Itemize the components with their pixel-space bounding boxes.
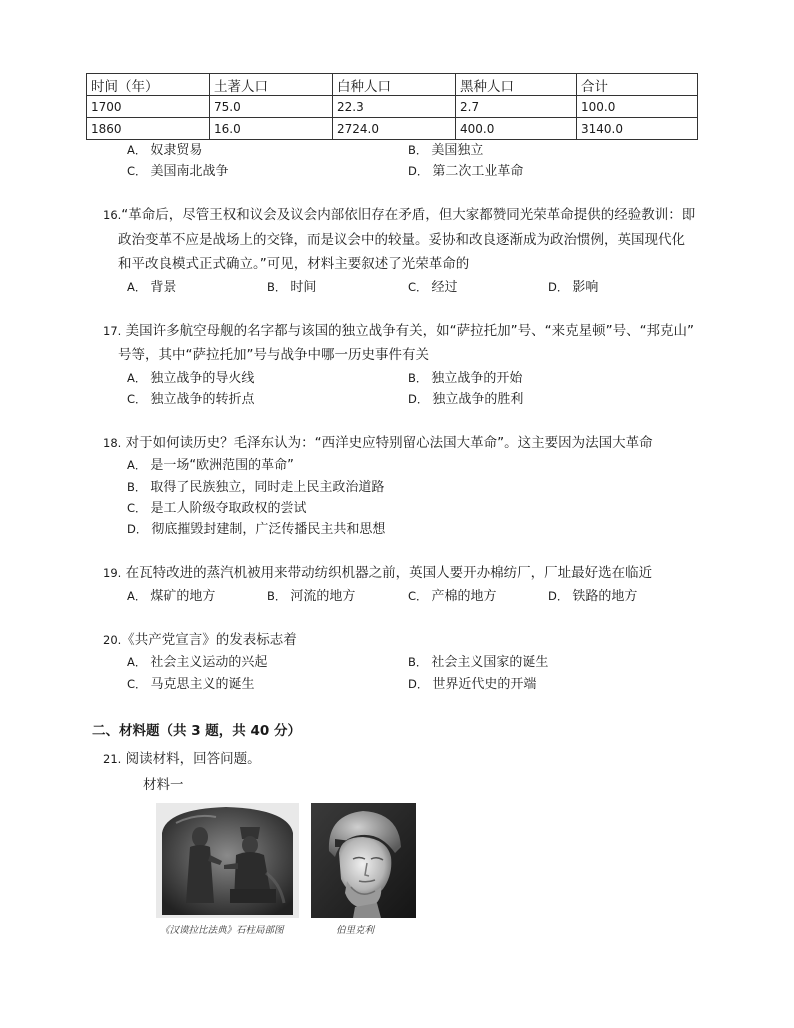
q20-option-a: A． 社会主义运动的兴起 [127,655,268,670]
q21-stem: 21. 阅读材料，回答问题。 [103,751,261,767]
table-header-row [87,74,698,96]
table-cell: 400.0 [456,118,577,140]
q19-option-a: A． 煤矿的地方 [127,589,216,604]
q17-option-b: B． 独立战争的开始 [408,371,523,386]
q17-option-c: C． 独立战争的转折点 [127,392,255,407]
q15-option-d: D． 第二次工业革命 [408,164,524,179]
q15-option-c: C． 美国南北战争 [127,164,229,179]
q20-option-d: D． 世界近代史的开端 [408,677,537,692]
table-cell: 16.0 [210,118,333,140]
q19-stem: 19. 在瓦特改进的蒸汽机被用来带动纺织机器之前，英国人要开办棉纺厂，厂址最好选在临近 [103,565,653,581]
q19-option-c: C． 产棉的地方 [408,589,497,604]
q18-option-c: C． 是工人阶级夺取政权的尝试 [127,501,307,516]
table-cell: 100.0 [577,96,698,118]
q16-stem-line-1: 16.“革命后，尽管王权和议会及议会内部依旧存在矛盾，但大家都赞同光荣革命提供的经验教训：即 [103,207,696,223]
q15-option-a: A． 奴隶贸易 [127,143,203,158]
q16-stem-line-3: 和平改良模式正式确立。”可见，材料主要叙述了光荣革命的 [118,256,470,272]
q18-option-d: D． 彻底摧毁封建制，广泛传播民主共和思想 [127,522,386,537]
q18-stem: 18. 对于如何读历史？毛泽东认为：“西洋史应特别留心法国大革命”。这主要因为法国大革命 [103,435,653,451]
table-cell: 1700 [87,96,210,118]
section-heading: 二、材料题（共 3 题，共 40 分） [92,723,301,739]
q20-option-c: C． 马克思主义的诞生 [127,677,255,692]
q17-stem-line-2: 号等，其中“萨拉托加”号与战争中哪一历史事件有关 [118,347,429,363]
q19-option-b: B． 河流的地方 [267,589,356,604]
table-row [87,96,698,118]
q18-option-b: B． 取得了民族独立，同时走上民主政治道路 [127,480,385,495]
hammurabi-stele-illustration [156,803,299,918]
q17-stem-line-1: 17. 美国许多航空母舰的名字都与该国的独立战争有关，如“萨拉托加”号、“来克星顿”号、“邦克山” [103,323,695,339]
pericles-bust-illustration [311,803,416,918]
q20-option-b: B． 社会主义国家的诞生 [408,655,549,670]
caption-pericles: 伯里克利 [336,925,375,936]
table-row [87,118,698,140]
hammurabi-stele-image [156,803,299,918]
pericles-bust-image [311,803,416,918]
q16-option-d: D． 影响 [548,280,599,295]
q20-stem: 20.《共产党宣言》的发表标志着 [103,632,297,648]
q16-stem-line-2: 政治变革不应是战场上的交锋，而是议会中的较量。妥协和改良逐渐成为政治惯例，英国现代化 [118,232,685,248]
table-cell: 2724.0 [333,118,456,140]
table-cell: 22.3 [333,96,456,118]
table-cell: 75.0 [210,96,333,118]
table-cell: 3140.0 [577,118,698,140]
table-header-cell: 合计 [577,74,698,96]
q18-option-a: A． 是一场“欧洲范围的革命” [127,458,294,473]
table-cell: 2.7 [456,96,577,118]
q15-option-b: B． 美国独立 [408,143,484,158]
caption-hammurabi: 《汉谟拉比法典》石柱局部图 [160,925,284,936]
q16-option-a: A． 背景 [127,280,177,295]
table-header-cell: 时间（年） [87,74,210,96]
material-label: 材料一 [143,777,184,793]
table-header-cell: 黑种人口 [456,74,577,96]
table-header-cell: 土著人口 [210,74,333,96]
table-header-cell: 白种人口 [333,74,456,96]
q16-option-c: C． 经过 [408,280,458,295]
q19-option-d: D． 铁路的地方 [548,589,638,604]
table-cell: 1860 [87,118,210,140]
q16-option-b: B． 时间 [267,280,317,295]
population-table [86,73,698,140]
q17-option-d: D． 独立战争的胜利 [408,392,524,407]
q17-option-a: A． 独立战争的导火线 [127,371,255,386]
